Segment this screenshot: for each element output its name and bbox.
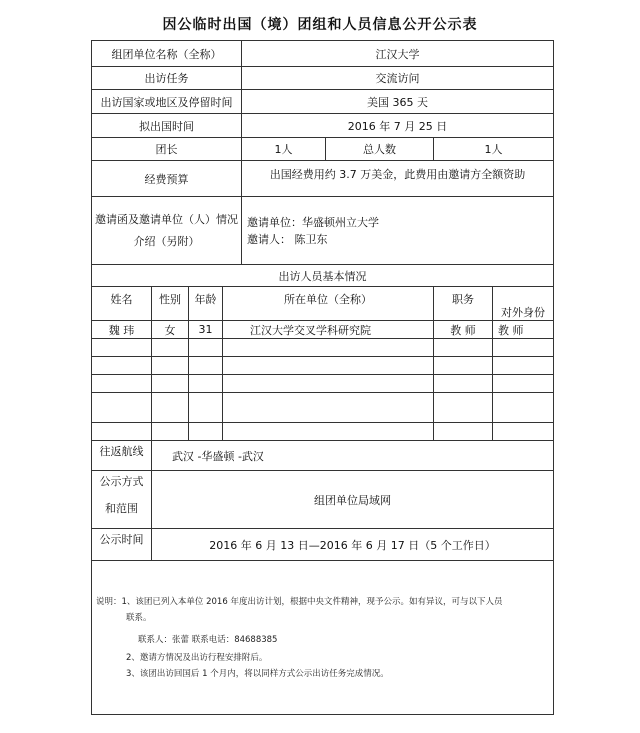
note-2: 2、邀请方情况及出访行程安排附后。 <box>126 653 268 663</box>
total-label: 总人数 <box>363 143 396 156</box>
departure-date-label: 拟出国时间 <box>139 119 194 133</box>
member-name: 魏 玮 <box>108 323 135 337</box>
row-divider <box>91 374 554 375</box>
note-3: 3、该团出访回国后 1 个月内，将以同样方式公示出访任务完成情况。 <box>126 669 389 679</box>
publicity-scope-label: 和范围 <box>105 502 138 515</box>
publicity-period-value: 2016 年 6 月 13 日—2016 年 6 月 17 日（5 个工作日） <box>209 538 496 552</box>
total-value: 1人 <box>484 143 503 156</box>
departure-date-value: 2016 年 7 月 25 日 <box>347 119 448 133</box>
destination-value: 美国 365 天 <box>367 95 428 109</box>
header-identity: 对外身份 <box>501 306 545 319</box>
row-divider <box>91 392 554 393</box>
leader-value: 1人 <box>274 143 293 156</box>
members-section-title: 出访人员基本情况 <box>278 269 367 283</box>
note-1-continued: 联系。 <box>126 613 152 623</box>
row-divider <box>91 560 554 561</box>
member-gender: 女 <box>164 323 176 337</box>
header-unit: 所在单位（全称） <box>284 293 372 306</box>
note-1: 说明：1、该团已列入本单位 2016 年度出访计划，根据中央文件精神，现予公示。如有异议，可与以下人员 <box>96 597 503 607</box>
task-label: 出访任务 <box>144 72 189 85</box>
org-label: 组团单位名称（全称） <box>111 47 222 61</box>
route-value: 武汉 -华盛顿 -武汉 <box>172 450 264 463</box>
budget-value: 出国经费用约 3.7 万美金，此费用由邀请方全额资助 <box>269 168 526 181</box>
note-contact: 联系人：张蕾 联系电话：84688385 <box>138 635 278 645</box>
publicity-period-label: 公示时间 <box>99 533 144 546</box>
inviting-organization: 邀请单位：华盛顿州立大学 <box>247 216 379 229</box>
publicity-method-label: 公示方式 <box>99 475 144 488</box>
leader-label: 团长 <box>155 143 178 156</box>
row-divider <box>91 338 554 339</box>
org-value: 江汉大学 <box>375 47 420 61</box>
invitation-label: 邀请函及邀请单位（人）情况介绍（另附） <box>95 212 238 248</box>
header-age: 年龄 <box>194 293 217 306</box>
publicity-method-value: 组团单位局域网 <box>314 493 391 507</box>
header-gender: 性别 <box>159 293 181 306</box>
row-divider <box>91 286 554 287</box>
header-position: 职务 <box>452 293 474 306</box>
budget-label: 经费预算 <box>144 172 189 186</box>
row-divider <box>91 356 554 357</box>
document-title: 因公临时出国（境）团组和人员信息公开公示表 <box>162 17 478 33</box>
row-divider <box>91 422 554 423</box>
row-divider <box>91 440 554 441</box>
member-unit: 江汉大学交叉学科研究院 <box>250 323 371 337</box>
task-value: 交流访问 <box>375 72 420 85</box>
member-position: 教 师 <box>450 323 476 337</box>
inviting-person: 邀请人： 陈卫东 <box>247 233 328 246</box>
member-identity: 教 师 <box>498 323 524 337</box>
header-name: 姓名 <box>110 293 133 306</box>
member-age: 31 <box>198 323 213 336</box>
destination-label: 出访国家或地区及停留时间 <box>100 95 233 109</box>
route-label: 往返航线 <box>99 445 144 458</box>
